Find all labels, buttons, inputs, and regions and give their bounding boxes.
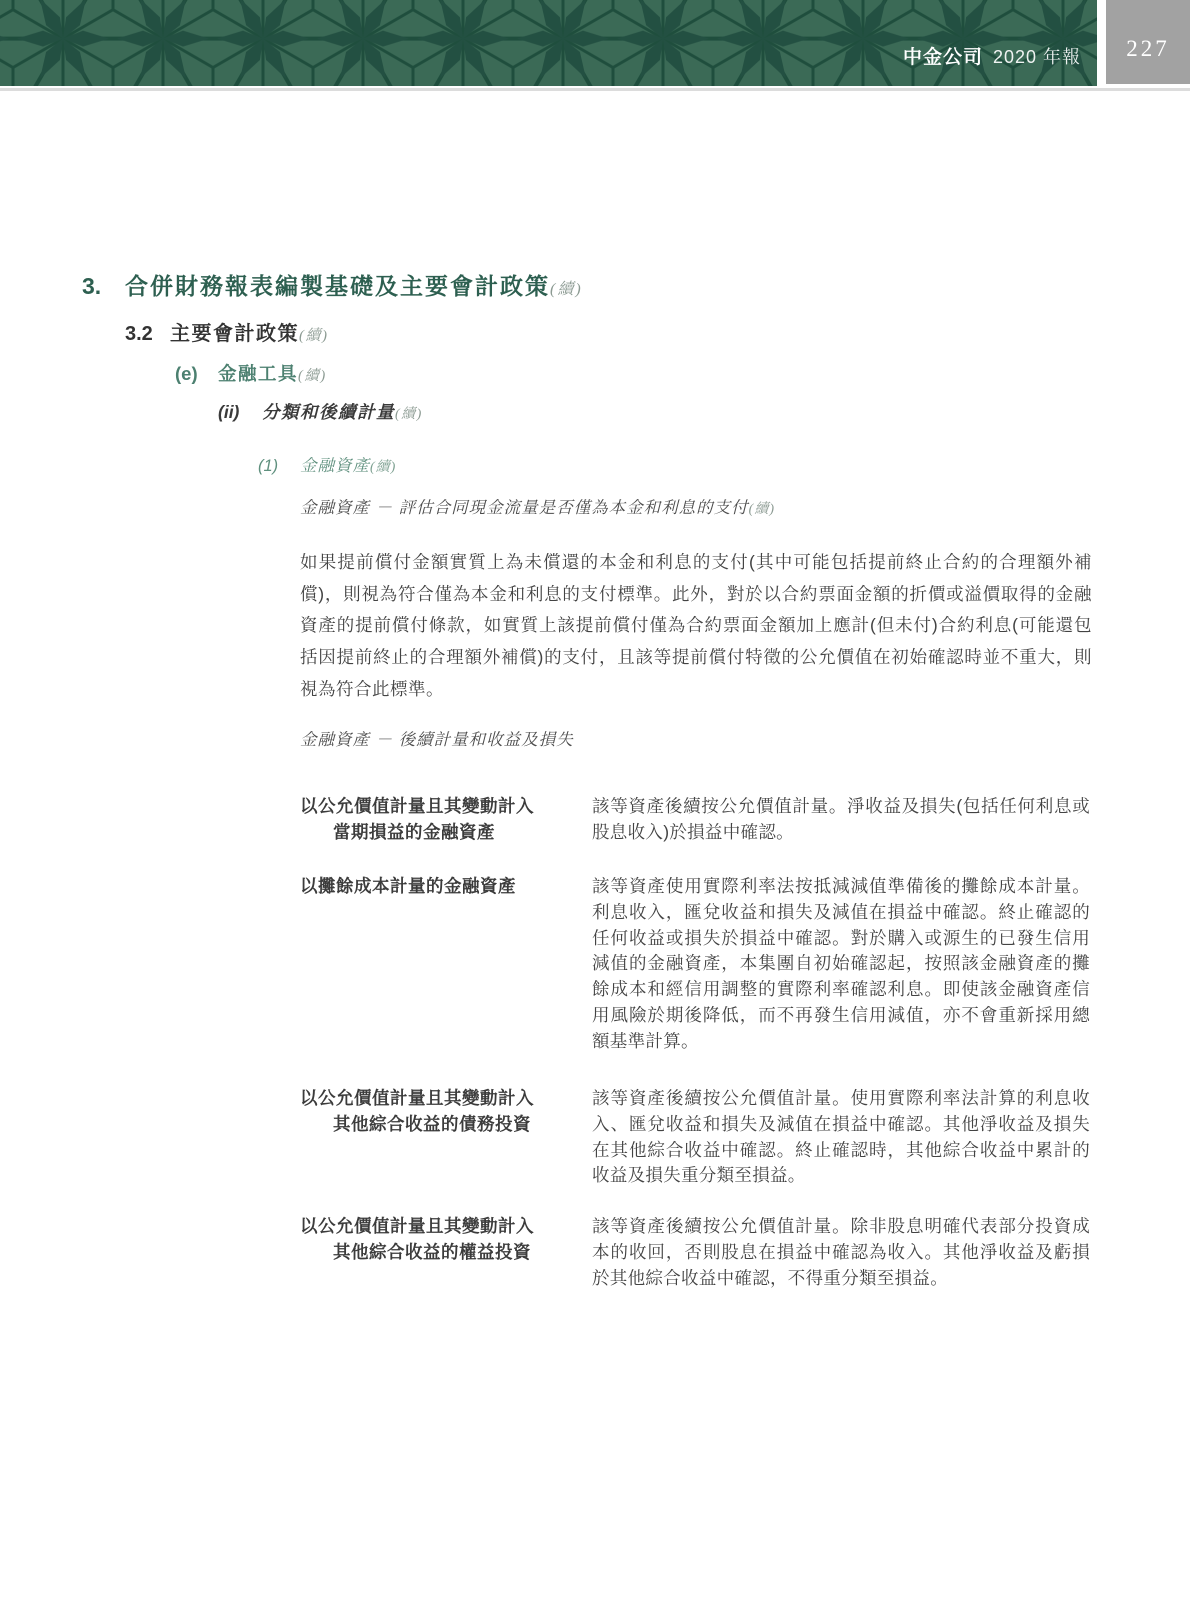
category-label — [300, 1086, 552, 1138]
page-number-box — [1106, 0, 1190, 84]
header-divider — [0, 88, 1190, 91]
category-label-line1: 以公允價值計量且其變動計入 — [300, 1088, 534, 1108]
item-roman: (ii) — [218, 402, 240, 422]
category-label-line1: 以公允價值計量且其變動計入 — [300, 1216, 534, 1236]
category-label-line2: 當期損益的金融資產 — [333, 821, 495, 842]
item-heading-ii — [218, 399, 423, 424]
report-year: 2020 年報 — [992, 47, 1081, 67]
section-heading-3 — [82, 268, 583, 301]
table-row — [300, 1086, 1092, 1189]
category-description: 該等資產後續按公允價值計量。使用實際利率法計算的利息收入、匯兌收益和損失及減值在損益中確認。其他淨收益及損失在其他綜合收益中確認。終止確認時，其他綜合收益中累計的收益及損失重分類至損益。 — [592, 1088, 1090, 1186]
item-title: 分類和後續計量 — [262, 402, 395, 422]
continued-mark: (續) — [370, 460, 397, 475]
continued-mark: (續) — [299, 328, 329, 344]
item-title: 金融資產 — [300, 457, 370, 475]
table-row — [300, 874, 1092, 1055]
italic-subtitle-text: 金融資產 － 評估合同現金流量是否僅為本金和利息的支付 — [300, 499, 749, 517]
italic-subtitle-measurement: 金融資產 － 後續計量和收益及損失 — [300, 731, 574, 749]
table-row — [300, 794, 1092, 846]
category-label — [300, 794, 552, 846]
item-heading-e — [175, 360, 327, 386]
category-description: 該等資產後續按公允價值計量。除非股息明確代表部分投資成本的收回，否則股息在損益中確認為收入。其他淨收益及虧損於其他綜合收益中確認，不得重分類至損益。 — [592, 1216, 1090, 1288]
item-heading-1 — [258, 452, 396, 476]
category-label — [300, 1214, 552, 1266]
header-report-title — [903, 42, 1081, 69]
subsection-title: 主要會計政策 — [170, 323, 299, 345]
continued-mark: (續) — [748, 502, 775, 517]
category-description: 該等資產後續按公允價值計量。淨收益及損失(包括任何利息或股息收入)於損益中確認。 — [592, 796, 1090, 842]
category-label-line1: 以公允價值計量且其變動計入 — [300, 796, 534, 816]
category-label-line2: 其他綜合收益的權益投資 — [333, 1241, 531, 1262]
body-paragraph: 如果提前償付金額實質上為未償還的本金和利息的支付(其中可能包括提前終止合約的合理額外補償)，則視為符合僅為本金和利息的支付標準。此外，對於以合約票面金額的折價或溢價取得的金融資產的提前償付條款，如實質上該提前償付僅為合約票面金額加上應計(但未付)合約利息(可能還包括因提前終止的合理額外補償)的支付，且該等提前償付特徵的公允價值在初始確認時並不重大，則視為符合此標準。 — [300, 552, 1092, 699]
item-letter: (e) — [175, 363, 198, 384]
table-row — [300, 1214, 1092, 1291]
category-label-line2: 其他綜合收益的債務投資 — [333, 1113, 531, 1134]
continued-mark: (續) — [550, 281, 583, 298]
category-description: 該等資產使用實際利率法按抵減減值準備後的攤餘成本計量。利息收入，匯兌收益和損失及減值在損益中確認。終止確認的任何收益或損失於損益中確認。對於購入或源生的已發生信用減值的金融資產，本集團自初始確認起，按照該金融資產的攤餘成本和經信用調整的實際利率確認利息。即使該金融資產信用風險於期後降低，而不再發生信用減值，亦不會重新採用總額基準計算。 — [592, 876, 1090, 1051]
section-number: 3. — [82, 273, 102, 299]
item-title: 金融工具 — [218, 363, 299, 384]
italic-subtitle-cash-flow — [300, 494, 775, 518]
category-label — [300, 874, 552, 900]
header-pattern-band — [0, 0, 1097, 86]
page-number: 227 — [1126, 36, 1170, 61]
company-name: 中金公司 — [902, 47, 983, 68]
continued-mark: (續) — [298, 368, 327, 384]
subsection-heading-3-2 — [125, 317, 329, 346]
continued-mark: (續) — [395, 407, 423, 422]
category-label-line1: 以攤餘成本計量的金融資產 — [300, 876, 516, 896]
subsection-number: 3.2 — [125, 323, 153, 345]
section-title: 合併財務報表編製基礎及主要會計政策 — [125, 273, 550, 299]
item-number: (1) — [258, 457, 279, 475]
